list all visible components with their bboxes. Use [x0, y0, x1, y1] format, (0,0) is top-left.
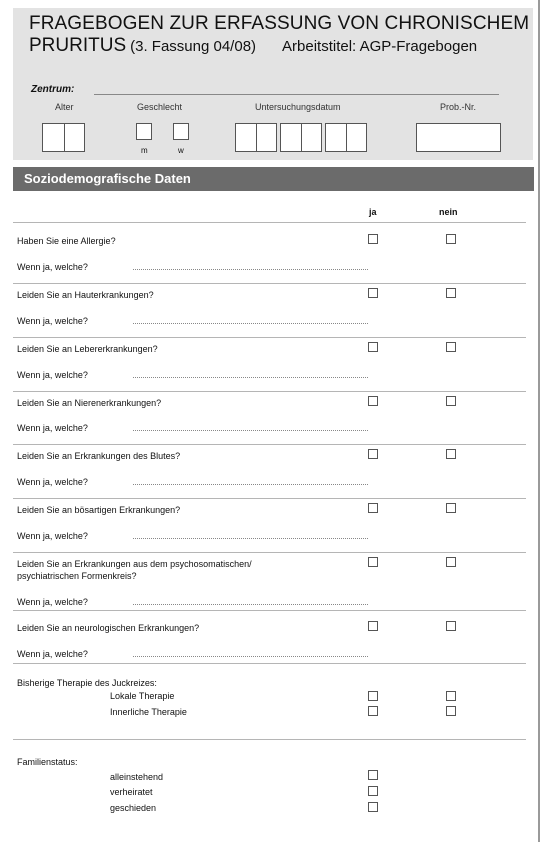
- followup-input[interactable]: [133, 604, 368, 605]
- divider: [13, 337, 526, 338]
- followup-label: Wenn ja, welche?: [17, 316, 88, 326]
- family-item-alleinstehend: alleinstehend: [110, 772, 164, 782]
- followup-input[interactable]: [133, 656, 368, 657]
- question-line1: Leiden Sie an bösartigen Erkrankungen?: [17, 505, 181, 515]
- therapy-innerlich-ja-checkbox[interactable]: [368, 706, 378, 716]
- zentrum-label: Zentrum:: [31, 84, 75, 95]
- question-line1: Leiden Sie an Erkrankungen aus dem psychosomatischen/: [17, 559, 252, 569]
- question-line1: Haben Sie eine Allergie?: [17, 236, 116, 246]
- section-title: Soziodemografische Daten: [13, 167, 534, 191]
- work-title: Arbeitstitel: AGP-Fragebogen: [282, 38, 478, 55]
- datum-year-field[interactable]: [325, 123, 367, 152]
- answer-ja-checkbox[interactable]: [368, 396, 378, 406]
- therapy-item-innerlich: Innerliche Therapie: [110, 707, 187, 717]
- column-nein: nein: [439, 207, 458, 217]
- family-geschieden-checkbox[interactable]: [368, 802, 378, 812]
- question-text: [17, 450, 180, 462]
- answer-nein-checkbox[interactable]: [446, 621, 456, 631]
- answer-nein-checkbox[interactable]: [446, 449, 456, 459]
- datum-digit-divider: [256, 124, 257, 151]
- question-line1: Leiden Sie an Hauterkrankungen?: [17, 290, 154, 300]
- form-version: (3. Fassung 04/08): [130, 38, 257, 55]
- divider: [13, 444, 526, 445]
- question-line1: Leiden Sie an Nierenerkrankungen?: [17, 398, 162, 408]
- followup-input[interactable]: [133, 430, 368, 431]
- followup-input[interactable]: [133, 323, 368, 324]
- therapy-lokal-ja-checkbox[interactable]: [368, 691, 378, 701]
- followup-input[interactable]: [133, 377, 368, 378]
- zentrum-field[interactable]: [94, 94, 499, 95]
- answer-ja-checkbox[interactable]: [368, 288, 378, 298]
- datum-month-field[interactable]: [280, 123, 322, 152]
- question-line1: Leiden Sie an neurologischen Erkrankungen?: [17, 623, 200, 633]
- followup-label: Wenn ja, welche?: [17, 531, 88, 541]
- question-text: [17, 558, 252, 582]
- gender-w-checkbox[interactable]: [173, 123, 189, 140]
- therapy-label: Bisherige Therapie des Juckreizes:: [17, 678, 157, 688]
- datum-label: Untersuchungsdatum: [255, 102, 341, 112]
- therapy-item-lokal: Lokale Therapie: [110, 691, 175, 701]
- family-alleinstehend-checkbox[interactable]: [368, 770, 378, 780]
- datum-day-field[interactable]: [235, 123, 277, 152]
- family-label: Familienstatus:: [17, 757, 78, 767]
- followup-input[interactable]: [133, 538, 368, 539]
- question-text: [17, 622, 199, 634]
- answer-nein-checkbox[interactable]: [446, 503, 456, 513]
- family-verheiratet-checkbox[interactable]: [368, 786, 378, 796]
- family-item-geschieden: geschieden: [110, 803, 157, 813]
- followup-input[interactable]: [133, 484, 368, 485]
- alter-label: Alter: [55, 102, 74, 112]
- answer-nein-checkbox[interactable]: [446, 342, 456, 352]
- column-ja: ja: [369, 207, 377, 217]
- datum-digit-divider: [301, 124, 302, 151]
- question-line2: psychiatrischen Formenkreis?: [17, 571, 137, 581]
- divider: [13, 663, 526, 664]
- prob-label: Prob.-Nr.: [440, 102, 477, 112]
- divider: [13, 552, 526, 553]
- answer-ja-checkbox[interactable]: [368, 449, 378, 459]
- divider: [13, 498, 526, 499]
- followup-input[interactable]: [133, 269, 368, 270]
- followup-label: Wenn ja, welche?: [17, 423, 88, 433]
- answer-nein-checkbox[interactable]: [446, 396, 456, 406]
- question-line1: Leiden Sie an Erkrankungen des Blutes?: [17, 451, 181, 461]
- followup-label: Wenn ja, welche?: [17, 477, 88, 487]
- question-text: [17, 235, 116, 247]
- question-text: [17, 504, 180, 516]
- question-text: [17, 289, 154, 301]
- family-item-verheiratet: verheiratet: [110, 787, 153, 797]
- alter-digit-divider: [64, 124, 65, 151]
- gender-m-checkbox[interactable]: [136, 123, 152, 140]
- answer-ja-checkbox[interactable]: [368, 557, 378, 567]
- divider: [13, 391, 526, 392]
- question-text: [17, 397, 161, 409]
- followup-label: Wenn ja, welche?: [17, 649, 88, 659]
- therapy-lokal-nein-checkbox[interactable]: [446, 691, 456, 701]
- followup-label: Wenn ja, welche?: [17, 370, 88, 380]
- answer-ja-checkbox[interactable]: [368, 234, 378, 244]
- question-text: [17, 343, 158, 355]
- form-title-line2: [29, 35, 477, 57]
- divider: [13, 610, 526, 611]
- question-line1: Leiden Sie an Lebererkrankungen?: [17, 344, 158, 354]
- datum-digit-divider: [346, 124, 347, 151]
- divider: [13, 222, 526, 223]
- form-title-line1: FRAGEBOGEN ZUR ERFASSUNG VON CHRONISCHEM: [29, 13, 530, 34]
- m-label: m: [141, 146, 148, 155]
- divider: [13, 739, 526, 740]
- answer-nein-checkbox[interactable]: [446, 234, 456, 244]
- answer-nein-checkbox[interactable]: [446, 288, 456, 298]
- answer-ja-checkbox[interactable]: [368, 503, 378, 513]
- alter-field[interactable]: [42, 123, 85, 152]
- answer-nein-checkbox[interactable]: [446, 557, 456, 567]
- w-label: w: [178, 146, 184, 155]
- answer-ja-checkbox[interactable]: [368, 342, 378, 352]
- form-title-pruritus: PRURITUS: [29, 35, 127, 56]
- followup-label: Wenn ja, welche?: [17, 597, 88, 607]
- prob-nr-field[interactable]: [416, 123, 501, 152]
- therapy-innerlich-nein-checkbox[interactable]: [446, 706, 456, 716]
- answer-ja-checkbox[interactable]: [368, 621, 378, 631]
- divider: [13, 283, 526, 284]
- followup-label: Wenn ja, welche?: [17, 262, 88, 272]
- geschlecht-label: Geschlecht: [137, 102, 183, 112]
